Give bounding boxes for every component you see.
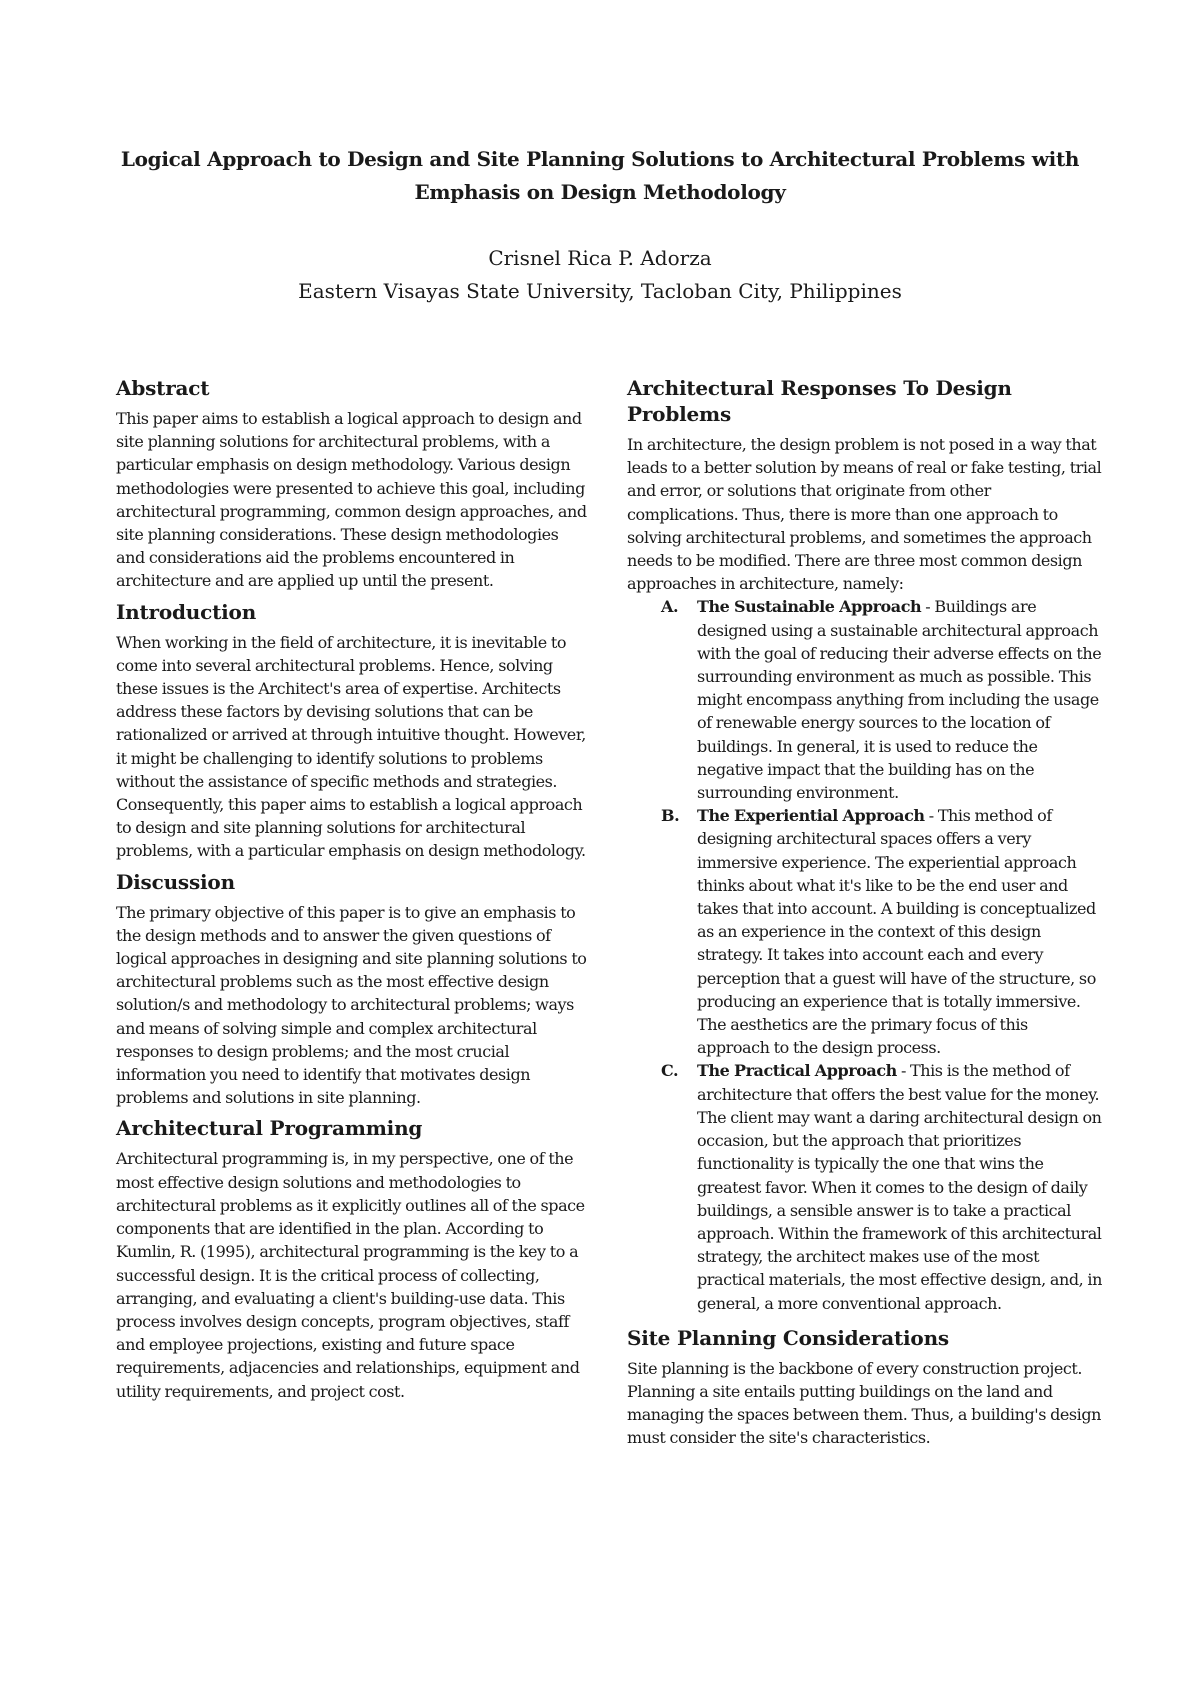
- approach-item-sustainable: [661, 595, 1102, 804]
- left-column: [116, 375, 588, 1409]
- programming-text: Architectural programming is, in my perspective, one of the most effective design solutions and methodologies to architectural problems as it explicitly outlines all of the space components that are identified in the plan. According to Kumlin, R. (1995), architectural programming is the key to a successful design. It is the critical process of collecting, arranging, and evaluating a client's building-use data. This process involves design concepts, program objectives, staff and employee projections, existing and future space requirements, adjacencies and relationships, equipment and utility requirements, and project cost.: [116, 1149, 585, 1401]
- site-section: [627, 1325, 1102, 1450]
- abstract-text: This paper aims to establish a logical approach to design and site planning solutions for architectural problems, with a particular emphasis on design methodology. Various design methodologies were presented to achieve this goal, including architectural programming, common design approaches, and site planning considerations. These design methodologies and considerations aid the problems encountered in architecture and are applied up until the present.: [116, 409, 587, 591]
- approach-title: The Sustainable Approach: [697, 597, 922, 617]
- discussion-heading: Discussion: [116, 869, 235, 894]
- site-heading: Site Planning Considerations: [627, 1325, 949, 1350]
- discussion-section: [116, 869, 588, 1110]
- responses-heading: Architectural Responses To Design Problems: [627, 376, 1012, 426]
- site-text: Site planning is the backbone of every construction project. Planning a site entails putting buildings on the land and managing the spaces between them. Thus, a building's design must consider the site's characteristics.: [627, 1358, 1101, 1448]
- approach-text: - Buildings are designed using a sustainable architectural approach with the goal of reducing their adverse effects on the surrounding environment as much as possible. This might encompass anything from including the usage of renewable energy sources to the location of buildings. In general, it is used to reduce the negative impact that the building has on the surrounding environment.: [697, 597, 1102, 803]
- approach-title: The Experiential Approach: [697, 806, 925, 826]
- right-column: [627, 375, 1102, 1456]
- abstract-section: [116, 375, 588, 593]
- title-line-1: Logical Approach to Design and Site Planning Solutions to Architectural Problems with: [120, 147, 1080, 171]
- list-marker: B.: [661, 806, 680, 826]
- introduction-section: [116, 599, 588, 863]
- introduction-text: When working in the field of architecture, it is inevitable to come into several architectural problems. Hence, solving these issues is the Architect's area of expertise. Architects address these factors by devising solutions that can be rationalized or arrived at through intuitive thought. However, it might be challenging to identify solutions to problems without the assistance of specific methods and strategies. Consequently, this paper aims to establish a logical approach to design and site planning solutions for architectural problems, with a particular emphasis on design methodology.: [116, 632, 586, 861]
- abstract-heading: Abstract: [116, 376, 210, 400]
- list-marker: A.: [661, 597, 679, 617]
- approach-text: - This method of designing architectural spaces offers a very immersive experience. The experiential approach thinks about what it's like to be the end user and takes that into account. A building is conceptualized as an experience in the context of this design strategy. It takes into account each and every perception that a guest will have of the structure, so producing an experience that is totally immersive. The aesthetics are the primary focus of this approach to the design process.: [697, 806, 1096, 1058]
- responses-text: In architecture, the design problem is not posed in a way that leads to a better solution by means of real or fake testing, trial and error, or solutions that originate from other complications. Thus, there is more than one approach to solving architectural problems, and sometimes the approach needs to be modified. There are three most common design approaches in architecture, namely:: [627, 435, 1102, 594]
- author-affiliation: Eastern Visayas State University, Tacloban City, Philippines: [298, 279, 902, 303]
- approach-title: The Practical Approach: [697, 1061, 897, 1081]
- programming-section: [116, 1115, 588, 1402]
- responses-section: [627, 375, 1102, 1315]
- approach-item-practical: [661, 1059, 1102, 1314]
- approach-text: - This is the method of architecture that offers the best value for the money. The client may want a daring architectural design on occasion, but the approach that prioritizes functionality is typically the one that wins the greatest favor. When it comes to the design of daily buildings, a sensible answer is to take a practical approach. Within the framework of this architectural strategy, the architect makes use of the most practical materials, the most effective design, and, in general, a more conventional approach.: [697, 1061, 1102, 1313]
- approaches-list: [627, 595, 1102, 1314]
- introduction-heading: Introduction: [116, 599, 257, 624]
- programming-heading: Architectural Programming: [116, 1116, 423, 1141]
- title-line-2: Emphasis on Design Methodology: [414, 180, 786, 204]
- author-name: Crisnel Rica P. Adorza: [488, 246, 712, 270]
- discussion-text: The primary objective of this paper is to give an emphasis to the design methods and to answer the given questions of logical approaches in designing and site planning solutions to architectural problems such as the most effective design solution/s and methodology to architectural problems; ways and means of solving simple and complex architectural responses to design problems; and the most crucial information you need to identify that motivates design problems and solutions in site planning.: [116, 902, 587, 1108]
- approach-item-experiential: [661, 804, 1102, 1059]
- paper-title: [100, 143, 1100, 209]
- list-marker: C.: [661, 1061, 679, 1081]
